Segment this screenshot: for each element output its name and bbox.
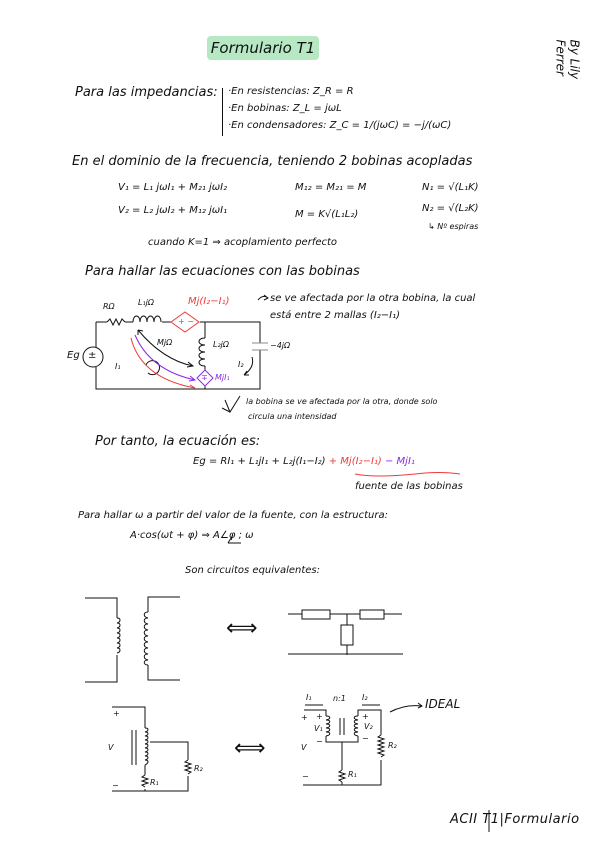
c4-i1: I₁ [306, 693, 312, 702]
ideal-arrow [390, 703, 422, 712]
c4-r1: R₁ [348, 770, 357, 779]
label-source-purple: MjI₁ [215, 373, 230, 382]
c4-v1-plus: + [316, 712, 323, 721]
c3-r1: R₁ [150, 778, 159, 787]
omega-heading: Para hallar ω a partir del valor de la fuente, con la estructura: [78, 510, 388, 521]
c4-i2: I₂ [362, 693, 368, 702]
equation-purple-term: − MjI₁ [381, 456, 415, 467]
c4-plus: + [301, 713, 308, 722]
equivalence-arrow-2: ⟺ [234, 736, 266, 761]
c4-r2: R₂ [388, 741, 397, 750]
label-m: MjΩ [157, 338, 173, 347]
c4-v1-minus: − [316, 737, 323, 746]
impedances-heading: Para las impedancias: [75, 85, 218, 100]
label-r: RΩ [103, 302, 115, 311]
circuit4-coil1 [326, 716, 330, 736]
equation-underline [355, 473, 460, 477]
impedance-inductor: ·En bobinas: Z_L = jωL [228, 103, 342, 114]
source-red-polarity: + − [178, 317, 194, 326]
n-note: ↳ Nº espiras [428, 222, 479, 231]
note2-line2: circula una intensidad [248, 412, 337, 421]
circuit-heading: Para hallar las ecuaciones con las bobinas [85, 264, 360, 279]
equation-label: fuente de las bobinas [355, 481, 463, 492]
transformer1-coil2 [144, 612, 148, 665]
c3-plus: + [113, 709, 120, 718]
source-purple-polarity: ∓ [201, 373, 208, 382]
omega-formula: A·cos(ωt + φ) ⇒ A∠φ ; ω [130, 530, 254, 541]
mesh-i2-arrow [244, 357, 253, 375]
equation-red-term: + Mj(I₂−I₁) [325, 456, 382, 467]
note2-arrow [222, 396, 240, 412]
t-resistor-3 [341, 625, 353, 645]
c4-ratio: n:1 [333, 694, 346, 703]
circuit4-coil2 [354, 716, 358, 736]
circuit3-core [132, 730, 136, 765]
source-polarity: ± [88, 350, 97, 361]
note1-line1: se ve afectada por la otra bobina, la cual [270, 293, 476, 304]
c4-ideal: IDEAL [425, 697, 461, 711]
equation-main [193, 456, 415, 467]
t-resistor-1 [302, 610, 330, 619]
label-cap: −4jΩ [270, 341, 291, 350]
impedance-capacitor: ·En condensadores: Z_C = 1/(jωC) = −j/(ωC) [228, 120, 452, 131]
t-network-wires [288, 614, 403, 655]
c4-v1: V₁ [314, 724, 323, 733]
label-l1: L₁jΩ [138, 298, 154, 307]
transformer1-coil1 [117, 618, 120, 653]
note2-line1: la bobina se ve afectada por la otra, donde solo [246, 397, 438, 406]
v1-equation: V₁ = L₁ jωI₁ + M₂₁ jωI₂ [118, 182, 228, 193]
t-resistor-2 [360, 610, 384, 619]
label-eg: Eg [67, 350, 80, 361]
circuit1-wires [96, 322, 260, 389]
m-equality: M₁₂ = M₂₁ = M [295, 182, 367, 193]
equivalents-heading: Son circuitos equivalentes: [185, 565, 320, 576]
label-i2: I₂ [238, 360, 244, 369]
c3-v: V [108, 743, 114, 752]
page-footer: ACII T1|Formulario [450, 812, 580, 827]
circuit3-r1 [142, 775, 148, 787]
perfect-coupling: cuando K=1 ⇒ acoplamiento perfecto [148, 237, 338, 248]
capacitor [252, 343, 268, 350]
circuit4-r1 [339, 770, 345, 782]
coupled-heading: En el dominio de la frecuencia, teniendo 2 bobinas acopladas [72, 154, 473, 169]
circuit3-r2 [185, 760, 191, 774]
c3-r2: R₂ [194, 764, 203, 773]
n2-equation: N₂ = √(L₂K) [422, 203, 479, 214]
mutual-arrow [138, 330, 193, 367]
n1-equation: N₁ = √(L₁K) [422, 182, 479, 193]
c4-v2-plus: + [362, 712, 369, 721]
equation-base: Eg = RI₁ + L₁jI₁ + L₂j(I₁−I₂) [193, 456, 326, 467]
c4-v: V [301, 743, 307, 752]
label-i1: I₁ [115, 362, 121, 371]
c4-v2-minus: − [362, 734, 369, 743]
page-title: Formulario T1 [207, 36, 319, 60]
transformer1-secondary [148, 597, 180, 680]
resistor-r [107, 319, 125, 325]
v2-equation: V₂ = L₂ jωI₂ + M₁₂ jωI₁ [118, 205, 228, 216]
inductor-l1 [133, 316, 161, 322]
note1-arrow [258, 295, 268, 300]
label-l2: L₂jΩ [213, 340, 229, 349]
inductor-l2 [199, 338, 205, 366]
impedance-resistor: ·En resistencias: Z_R = R [228, 86, 354, 97]
m-k-equation: M = K√(L₁L₂) [295, 209, 359, 220]
note1-line2: está entre 2 mallas (I₂−I₁) [270, 310, 401, 321]
c3-minus: − [112, 781, 119, 790]
circuit4-core [340, 718, 344, 735]
label-source-red: Mj(I₂−I₁) [188, 296, 230, 307]
author-signature: By Lily Ferrer [553, 39, 582, 80]
c4-minus: − [302, 772, 309, 781]
c4-v2: V₂ [364, 722, 373, 731]
equation-heading: Por tanto, la ecuación es: [95, 434, 261, 449]
circuit4-r2 [378, 735, 384, 757]
transformer1-primary [85, 598, 117, 682]
equivalence-arrow-1: ⟺ [226, 616, 258, 641]
circuit3-coil [145, 728, 148, 765]
